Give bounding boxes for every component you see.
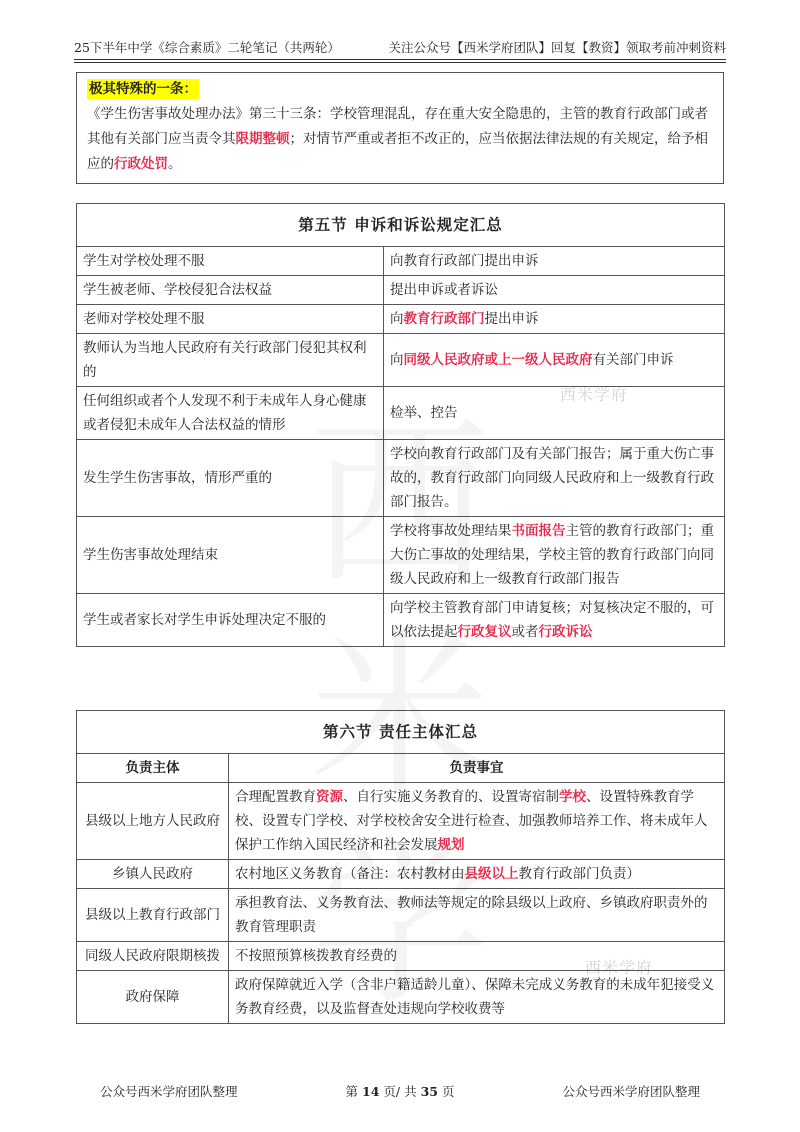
section6-title: 第六节 责任主体汇总 — [77, 711, 725, 754]
watermark-small: 西米学府 — [585, 958, 654, 977]
table-row: 任何组织或者个人发现不利于未成年人身心健康或者侵犯未成年人合法权益的情形 检举、控告 — [77, 387, 725, 440]
note-title: 极其特殊的一条： — [89, 81, 197, 97]
table-row: 学生伤害事故处理结束 学校将事故处理结果书面报告主管的教育行政部门；重大伤亡事故的处理结果，学校主管的教育行政部门向同级人民政府和上一级教育行政部门报告 — [77, 517, 725, 594]
responsibility-table — [76, 710, 725, 1024]
section5-title: 第五节 申诉和诉讼规定汇总 — [77, 204, 725, 247]
header-right: 关注公众号【西米学府团队】回复【教资】领取考前冲刺资料 — [388, 40, 726, 55]
col-header-subject: 负责主体 — [77, 754, 229, 783]
page-footer — [100, 1082, 700, 1100]
table-row: 乡镇人民政府 农村地区义务教育（备注：农村教材由县级以上教育行政部门负责） — [77, 860, 725, 889]
highlight-rectify: 限期整顿 — [235, 131, 290, 147]
col-header-duty: 负责事宜 — [229, 754, 725, 783]
table-row: 学生对学校处理不服 向教育行政部门提出申诉 — [77, 247, 725, 276]
header-rule-thin — [74, 62, 726, 63]
highlight-penalty: 行政处罚 — [114, 156, 168, 172]
table-row: 老师对学校处理不服 向教育行政部门提出申诉 — [77, 305, 725, 334]
footer-right: 公众号西米学府团队整理 — [562, 1084, 700, 1099]
footer-left: 公众号西米学府团队整理 — [100, 1084, 238, 1099]
table-row: 发生学生伤害事故，情形严重的 学校向教育行政部门及有关部门报告；属于重大伤亡事故的，教育行政部门向同级人民政府和上一级教育行政部门报告。 — [77, 440, 725, 517]
table-row: 县级以上地方人民政府 合理配置教育资源、自行实施义务教育的、设置寄宿制学校、设置特殊教育学校、设置专门学校、对学校校舍安全进行检查、加强教师培养工作、将未成年人保护工作纳入国民经济和社会发展规划 — [77, 783, 725, 860]
table-row: 学生或者家长对学生申诉处理决定不服的 向学校主管教育部门申请复核；对复核决定不服的，可以依法提起行政复议或者行政诉讼 — [77, 594, 725, 647]
header-rule — [74, 59, 726, 60]
table-row: 同级人民政府限期核拨 不按照预算核拨教育经费的 — [77, 942, 725, 971]
page-header — [74, 36, 726, 58]
table-row: 县级以上教育行政部门 承担教育法、义务教育法、教师法等规定的除县级以上政府、乡镇政府职责外的教育管理职责 — [77, 889, 725, 942]
table-row: 学生被老师、学校侵犯合法权益 提出申诉或者诉讼 — [77, 276, 725, 305]
header-left: 25下半年中学《综合素质》二轮笔记（共两轮） — [74, 40, 340, 55]
watermark-small: 西米学府 — [560, 385, 629, 404]
table-row: 教师认为当地人民政府有关行政部门侵犯其权利的 向同级人民政府或上一级人民政府有关部门申诉 — [77, 334, 725, 387]
special-note-box — [76, 72, 724, 184]
table-row: 政府保障 政府保障就近入学（含非户籍适龄儿童）、保障未完成义务教育的未成年犯接受义务教育经费，以及监督查处违规向学校收费等 — [77, 971, 725, 1024]
appeal-litigation-table — [76, 203, 725, 647]
page-number: 第 14 页/ 共 35 页 — [345, 1084, 455, 1099]
note-text: 《学生伤害事故处理办法》第三十三条：学校管理混乱，存在重大安全隐患的，主管的教育行政部门或者其他有关部门应当责令其限期整顿；对情节严重或者拒不改正的，应当依据法律法规的有关规定，给予相应的行政处罚。 — [87, 106, 708, 172]
